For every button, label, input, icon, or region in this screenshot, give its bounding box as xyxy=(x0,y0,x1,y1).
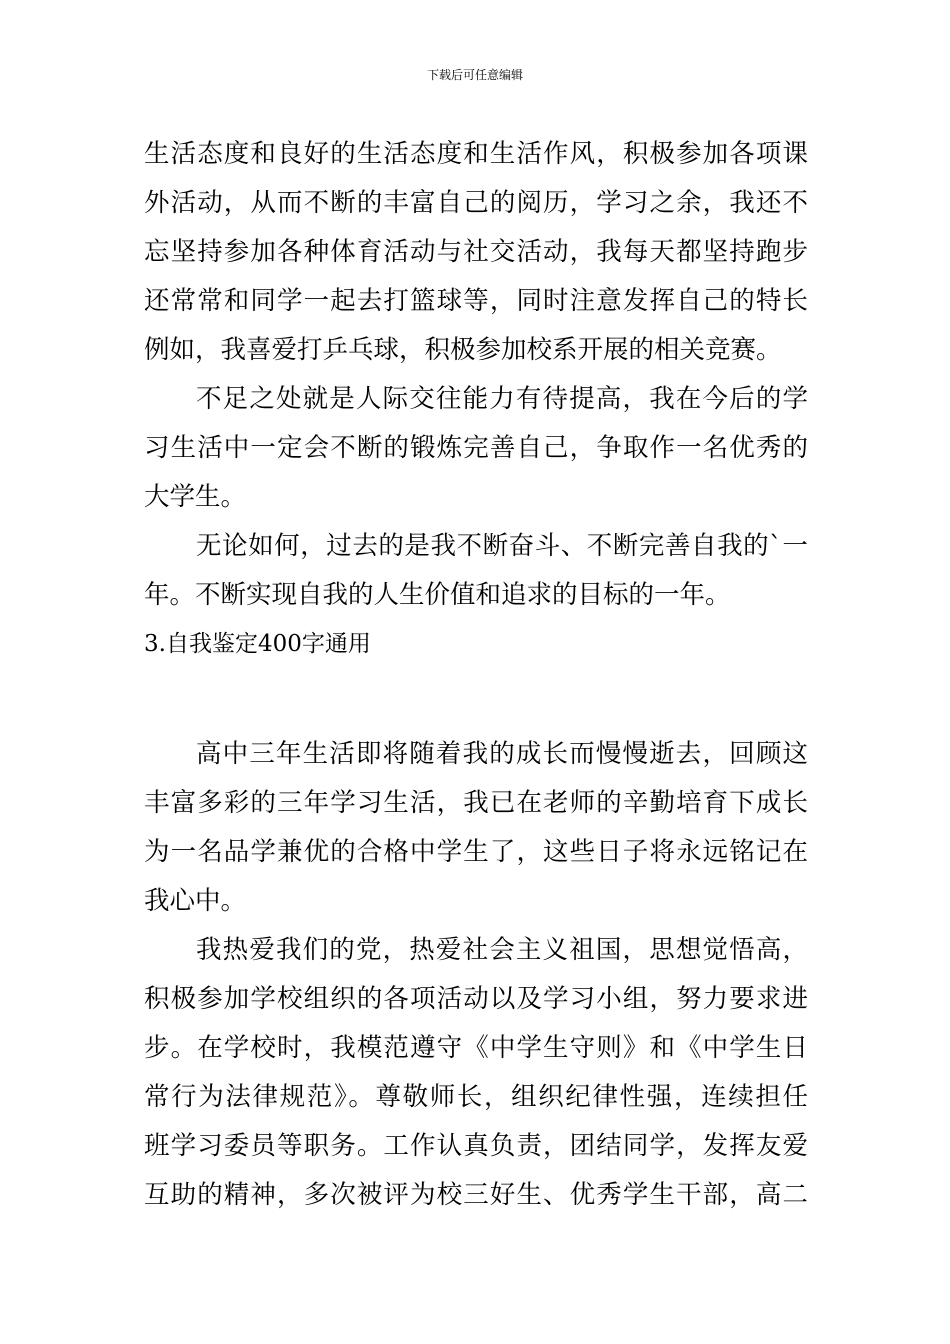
section-heading: 3.自我鉴定400字通用 xyxy=(144,631,371,657)
text-line: 高中三年生活即将随着我的成长而慢慢逝去，回顾这 xyxy=(196,739,808,769)
text-line: 无论如何，过去的是我不断奋斗、不断完善自我的`一 xyxy=(196,531,808,561)
document-body xyxy=(144,130,808,1220)
text-line: 不足之处就是人际交往能力有待提高，我在今后的学 xyxy=(196,384,808,414)
text-line: 生活态度和良好的生活态度和生活作风，积极参加各项课 xyxy=(144,139,808,169)
text-line: 互助的精神，多次被评为校三好生、优秀学生干部，高二 xyxy=(144,1180,808,1210)
text-line: 为一名品学兼优的合格中学生了，这些日子将永远铭记在 xyxy=(144,837,808,867)
text-line: 习生活中一定会不断的锻炼完善自己，争取作一名优秀的 xyxy=(144,433,808,463)
text-line: 大学生。 xyxy=(144,482,247,512)
text-line: 还常常和同学一起去打篮球等，同时注意发挥自己的特长 xyxy=(144,286,808,316)
text-line: 常行为法律规范》。尊敬师长，组织纪律性强，连续担任 xyxy=(144,1082,808,1112)
header-note: 下载后可任意编辑 xyxy=(426,68,523,82)
text-line: 步。在学校时，我模范遵守《中学生守则》和《中学生日 xyxy=(144,1033,808,1063)
section-gap xyxy=(144,669,808,730)
text-line: 丰富多彩的三年学习生活，我已在老师的辛勤培育下成长 xyxy=(144,788,808,818)
text-line: 我心中。 xyxy=(144,886,247,916)
text-line: 班学习委员等职务。工作认真负责，团结同学，发挥友爱 xyxy=(144,1131,808,1161)
text-line: 年。不断实现自我的人生价值和追求的目标的一年。 xyxy=(144,580,731,610)
text-line: 外活动，从而不断的丰富自己的阅历，学习之余，我还不 xyxy=(144,188,808,218)
text-line: 积极参加学校组织的各项活动以及学习小组，努力要求进 xyxy=(144,984,808,1014)
text-line: 例如，我喜爱打乒乓球，积极参加校系开展的相关竞赛。 xyxy=(144,335,782,365)
text-line: 我热爱我们的党，热爱社会主义祖国，思想觉悟高， xyxy=(196,935,808,965)
text-line: 忘坚持参加各种体育活动与社交活动，我每天都坚持跑步 xyxy=(144,237,808,267)
